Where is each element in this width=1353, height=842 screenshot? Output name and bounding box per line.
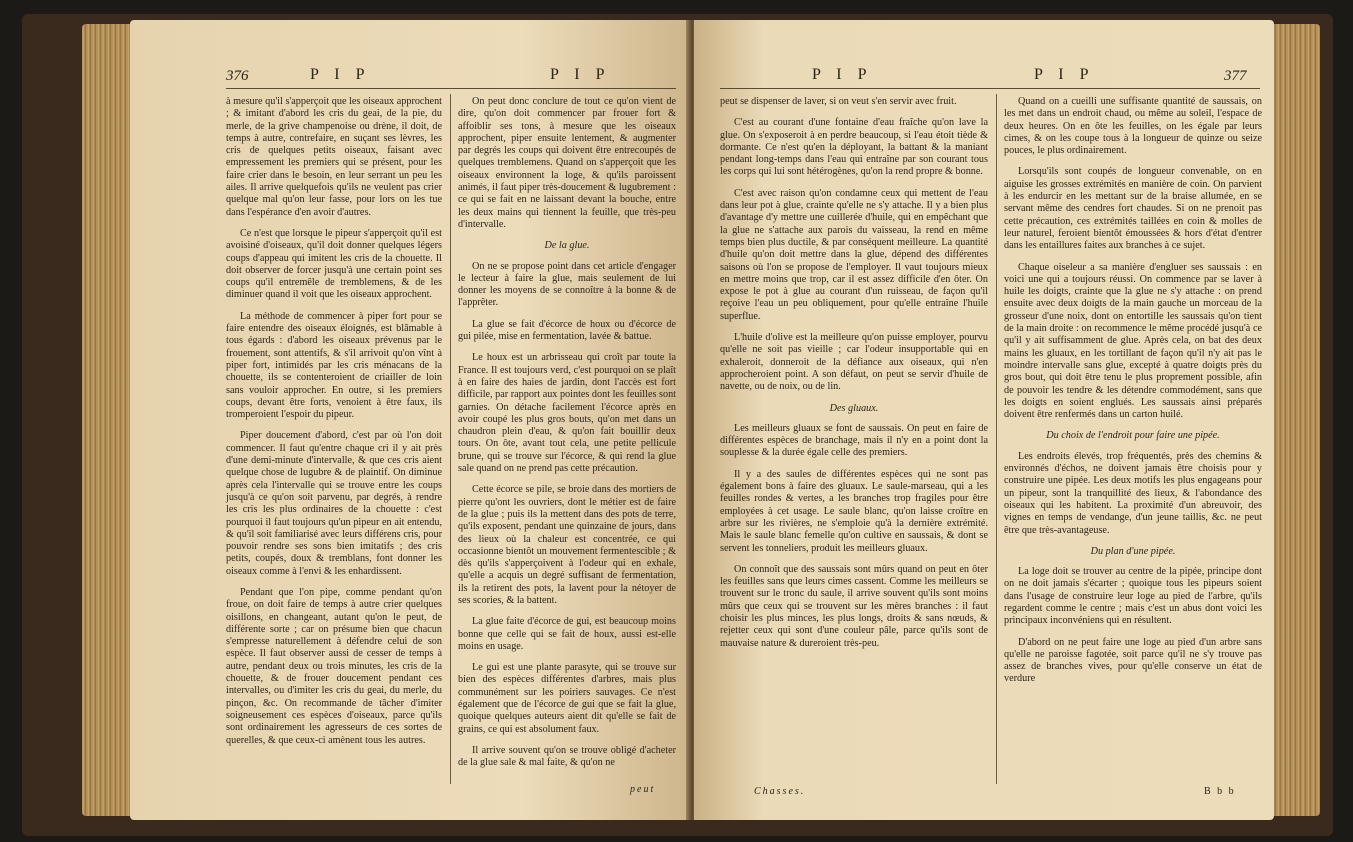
paragraph: Il arrive souvent qu'on se trouve obligé d'acheter de la glue sale & mal faite, & qu'on ne xyxy=(458,744,676,769)
paragraph: Quand on a cueilli une suffisante quantité de saussais, on les met dans un endroit chaud, ou même au soleil, l'espace de deux heures. On en ôte les feuilles, on les égale par leurs cimes, & on les coupe tous à la longueur de quinze ou seize pouces, le plus ordinairement. xyxy=(1004,96,1262,157)
left-running-head-2: P I P xyxy=(550,66,611,83)
right-running-head-2: P I P xyxy=(1034,66,1095,83)
paragraph: On peut donc conclure de tout ce qu'on vient de dire, qu'on doit commencer par frouer fort & affoiblir ses tons, à mesure que les oiseaux approchent, piper ensuite lentement, & augmenter par degrés les coups qui doivent être entrecoupés de quelques tremblemens. Quand on s'apperçoit que les oiseaux environnent la loge, & qu'ils paroissent animés, il faut piper très-doucement & lugubrement : ce qui se fait en ne laissant devant la bouche, entre les deux mains qui tiennent la feuille, que très-peu d'intervalle. xyxy=(458,96,676,230)
right-header-rule xyxy=(720,88,1260,89)
left-header-rule xyxy=(226,88,676,89)
paragraph: La glue se fait d'écorce de houx ou d'écorce de gui pilée, mise en fermentation, lavée & battue. xyxy=(458,318,676,343)
right-page-edges xyxy=(1272,24,1320,816)
left-column-1 xyxy=(226,96,442,756)
paragraph: La méthode de commencer à piper fort pour se faire entendre des oiseaux éloignés, est blâmable à tous égards : d'abord les oiseaux prévenus par le frouement, sont attentifs, & s'il arrivoit qu'on vînt à piper fort, intimidés par les cris ménacans de la chouette, ils se contenteroient de criailler de loin sans vouloir approcher. En outre, si les premiers coups, devant être forts, venoient à être faux, ils tromperoient l'espoir du pipeur. xyxy=(226,310,442,421)
paragraph: Pendant que l'on pipe, comme pendant qu'on froue, on doit faire de temps à autre crier quelques oisillons, en changeant, autant qu'on le peut, de différente sorte ; car on présume bien que chacun s'empresse naturellement à défendre celui de son espèce. Il faut observer aussi de cesser de temps à autre, pendant deux ou trois minutes, les cris de la chouette, & de frouer doucement pendant ces intervalles, ou d'imiter les cris du geai, du merle, du pinçon, &c. On recommande de tâcher d'imiter soigneusement ces espèces d'oiseaux, parce qu'ils sont ordinairement les agresseurs de ces sortes de querelles, & que ceux-ci amènent tous les autres. xyxy=(226,586,442,746)
paragraph: à mesure qu'il s'apperçoit que les oiseaux approchent ; & imitant d'abord les cris du geai, de la pie, du merle, de la grive champenoise ou drène, il doit, de temps à autre, contrefaire, en suçant ses lèvres, les cris de quelques petits oiseaux, faisant avec empressement les premiers qui se présent, pour les faire crier dans le besoin, en leur serrant un peu les ailes. Il arrive quelquefois qu'ils ne veulent pas crier quelque mal qu'on leur fasse, pour lors on les tue dans l'espérance d'en avoir d'autres. xyxy=(226,96,442,218)
paragraph: Chaque oiseleur a sa manière d'engluer ses saussais : en voici une qui a toujours réussi. On commence par se laver à huile les doigts, crainte que la glue ne s'y attache : on prend ensuite avec deux doigts de la main gauche un morceau de la grosseur d'une noix, dont on entortille les saussais qu'on tient de la main droite : on recommence le même procédé jusqu'à ce qu'il y ait suffisamment de glue. Après cela, on bat des deux mains les gluaux, en les tortillant de façon qu'il n'y ait pas le moindre intervalle sans glue, excepté à quatre doigts près du gros bout, qui doit être tenu le plus proprement possible, afin de pouvoir les tendre & les détendre commodément, sans que les doigts en soient englués. Les saussais ainsi préparés doivent être renfermés dans un carton huilé. xyxy=(1004,261,1262,421)
left-column-divider xyxy=(450,94,451,784)
paragraph: L'huile d'olive est la meilleure qu'on puisse employer, pourvu qu'elle ne soit pas vieille ; car l'odeur insupportable qui en exhaleroit, donneroit de la défiance aux oiseaux, qui n'en approcheroient point. A son défaut, on peut se servir d'huile de navette, ou de noix, ou de lin. xyxy=(720,332,988,393)
paragraph: C'est avec raison qu'on condamne ceux qui mettent de l'eau dans leur pot à glue, crainte qu'elle ne s'y attache. Il y a bien plus d'avantage d'y mettre une cuillerée d'huile, qui en empêchant que la glue ne s'attache aux parois du vaisseau, la rend en même temps bien plus ductile, & par conséquent meilleure. La quantité d'huile qu'on doit mettre dans la glue, dépend des différentes saisons où l'on se propose de l'employer. Il vaut toujours mieux en mettre moins que trop, car il est assez difficile d'en ôter. On expose le pot à glue au courant d'un ruisseau, de façon qu'il reçoive l'eau un peu obliquement, pour qu'elle entraîne l'huile superflue. xyxy=(720,187,988,322)
paragraph: Il y a des saules de différentes espèces qui ne sont pas également bons à faire des gluaux. Le saule-marseau, qui a les feuilles rondes & vertes, a les branches trop fragiles pour être employées à cet usage. Le saule blanc, qu'on laisse croître en arbre sur les rivières, ne s'emploie qu'à la dernière extrémité. Mais le saule blanc femelle qu'on cultive en saussais, & dont se servent les tonneliers, produit les meilleurs gluaux. xyxy=(720,468,988,554)
paragraph: Les endroits élevés, trop fréquentés, près des chemins & environnés d'échos, ne doivent jamais être choisis pour y construire une pipée. Les deux motifs les plus engageans pour un pipeur, sont la tranquillité des lieux, & l'abondance des oiseaux qui les habitent. La proximité d'un abreuvoir, des vignes en temps de vendange, d'un jeune taillis, &c. ne peut être que très-avantageuse. xyxy=(1004,450,1262,536)
paragraph: La glue faite d'écorce de gui, est beaucoup moins bonne que celle qui se fait de houx, aussi est-elle moins en usage. xyxy=(458,616,676,652)
right-column-2 xyxy=(1004,96,1262,695)
paragraph: Le houx est un arbrisseau qui croît par toute la France. Il est toujours verd, c'est pourquoi on se plaît à en faire des haies de jardin, dont l'accès est fort difficile, par rapport aux pointes dont les feuilles sont garnies. On détache facilement l'écorce après en avoir coupé les plus gros bouts, qu'on met dans un chaudron plein d'eau, & qu'on fait bouillir deux tours. On ôte, avant tout cela, une petite pellicule brune, qui se trouve sur l'écorce, & qui rend la glue sale quand on ne prend pas cette précaution. xyxy=(458,352,676,475)
paragraph: La loge doit se trouver au centre de la pipée, principe dont on ne doit jamais s'écarter ; quoique tous les pipeurs soient dans l'usage de construire leur loge au pied de l'arbre, qu'ils regardent comme le centre ; mais c'est un abus dont voici les principaux inconvéniens qui en résultent. xyxy=(1004,566,1262,627)
paragraph: Ce n'est que lorsque le pipeur s'apperçoit qu'il est avoisiné d'oiseaux, qu'il doit donner quelques légers coups d'appeau qui imitent les cris de la chouette. Il doit observer de forcer jusqu'à une certain point ses coups qu'il entremêle de tremblemens, & de les diminuer quand il voit que les oiseaux approchent. xyxy=(226,227,442,301)
section-heading: De la glue. xyxy=(544,240,590,252)
right-column-1 xyxy=(720,96,988,659)
right-catchword: Chasses. xyxy=(754,786,806,797)
paragraph: C'est au courant d'une fontaine d'eau fraîche qu'on lave la glue. On s'exposeroit à en perdre beaucoup, si l'eau étoit tiède & dormante. Ce n'est qu'en la déployant, la battant & la maniant pendant long-temps dans l'eau qui entraîne par son courant tous les corps qui lui sont hétérogènes, qu'on la rend propre & bonne. xyxy=(720,117,988,178)
left-column-2 xyxy=(458,96,676,779)
signature-mark: B b b xyxy=(1204,786,1236,797)
paragraph: Cette écorce se pile, se broie dans des mortiers de pierre qu'ont les ouvriers, dont le métier est de faire de la glue ; puis ils la mettent dans des pots de terre, qu'ils exposent, pendant une quinzaine de jours, dans des lieux où la chaleur est concentrée, ce qui occasionne bientôt un mouvement fermentescible ; & dès qu'ils s'apperçoivent à l'odeur qui en exhale, qu'elle a acquis un degré suffisant de fermentation, ils la retirent des pots, la lavent pour la nétoyer de ses scories, & la battent. xyxy=(458,484,676,606)
paragraph: peut se dispenser de laver, si on veut s'en servir avec fruit. xyxy=(720,96,957,107)
right-column-divider xyxy=(996,94,997,784)
paragraph: Piper doucement d'abord, c'est par où l'on doit commencer. Il faut qu'entre chaque cri il y ait près d'une demi-minute d'intervalle, & que ces cris aient quelque chose de lugubre & de plaintif. On diminue après cela l'intervalle qui se trouve entre les coups jusqu'à ce qu'on soit parvenu, par degrés, à rendre les cris les plus ordinaires de la chouette : c'est pourquoi il faut toujours qu'un pipeur en ait entendu, & qu'il soit familiarisé avec leurs différens cris, pour pouvoir rendre ses sons bien imitatifs ; des cris petits, coupés, doux & tremblans, font donner les oiseaux comme à l'envi & les enhardissent. xyxy=(226,430,442,577)
paragraph: On connoît que des saussais sont mûrs quand on peut en ôter les feuilles sans que leurs cimes cassent. Comme les meilleurs se trouvent sur le tronc du saule, il arrive souvent qu'ils sont moins mûrs que ceux qui se trouvent sur les mères branches : il faut choisir les plus minces, les plus longs, droits & sans nœuds, & rejetter ceux qui sont d'une couleur pâle, parce qu'ils sont de mauvaise nature & dureroient très-peu. xyxy=(720,563,988,649)
left-page-number: 376 xyxy=(226,68,249,84)
paragraph: Le gui est une plante parasyte, qui se trouve sur bien des espèces différentes d'arbres, mais plus communément sur les poiriers sauvages. Ce n'est également que de l'écorce de gui que se fait la glue, quoique quelques auteurs aient dit qu'elle se fait de grains, ce qui est absolument faux. xyxy=(458,662,676,735)
section-heading: Du plan d'une pipée. xyxy=(1090,545,1176,557)
right-page xyxy=(694,20,1274,820)
right-running-head-1: P I P xyxy=(812,66,873,83)
paragraph: Les meilleurs gluaux se font de saussais. On peut en faire de différentes espèces de branchage, mais il n'y en a point dont la souplesse & la durée égale celle des premiers. xyxy=(720,422,988,459)
paragraph: D'abord on ne peut faire une loge au pied d'un arbre sans qu'elle ne paroisse fagotée, soit parce qu'il ne s'y trouve pas assez de branches vives, pour qu'elle conserve un état de verdure xyxy=(1004,636,1262,685)
left-running-head-1: P I P xyxy=(310,66,371,83)
section-heading: Du choix de l'endroit pour faire une pipée. xyxy=(1046,430,1220,442)
left-page-edges xyxy=(82,24,132,816)
left-page xyxy=(130,20,690,820)
right-page-number: 377 xyxy=(1224,68,1247,84)
paragraph: On ne se propose point dans cet article d'engager le lecteur à faire la glue, mais seulement de lui donner les moyens de se connoître à la bonne & de l'apprêter. xyxy=(458,260,676,309)
section-heading: Des gluaux. xyxy=(829,402,879,414)
paragraph: Lorsqu'ils sont coupés de longueur convenable, on en aiguise les grosses extrémités en manière de coin. On parvient à les endurcir en les mettant sur de la braise allumée, en se servant même des cendres fort chaudes. Si on ne prenoit pas cette précaution, ces extrémités taillées en coin & molles de leur naturel, feroient bientôt émoussées & hors d'état d'entrer dans les entaillures faites aux branches à ce sujet. xyxy=(1004,166,1262,252)
left-catchword: peut xyxy=(630,784,656,795)
